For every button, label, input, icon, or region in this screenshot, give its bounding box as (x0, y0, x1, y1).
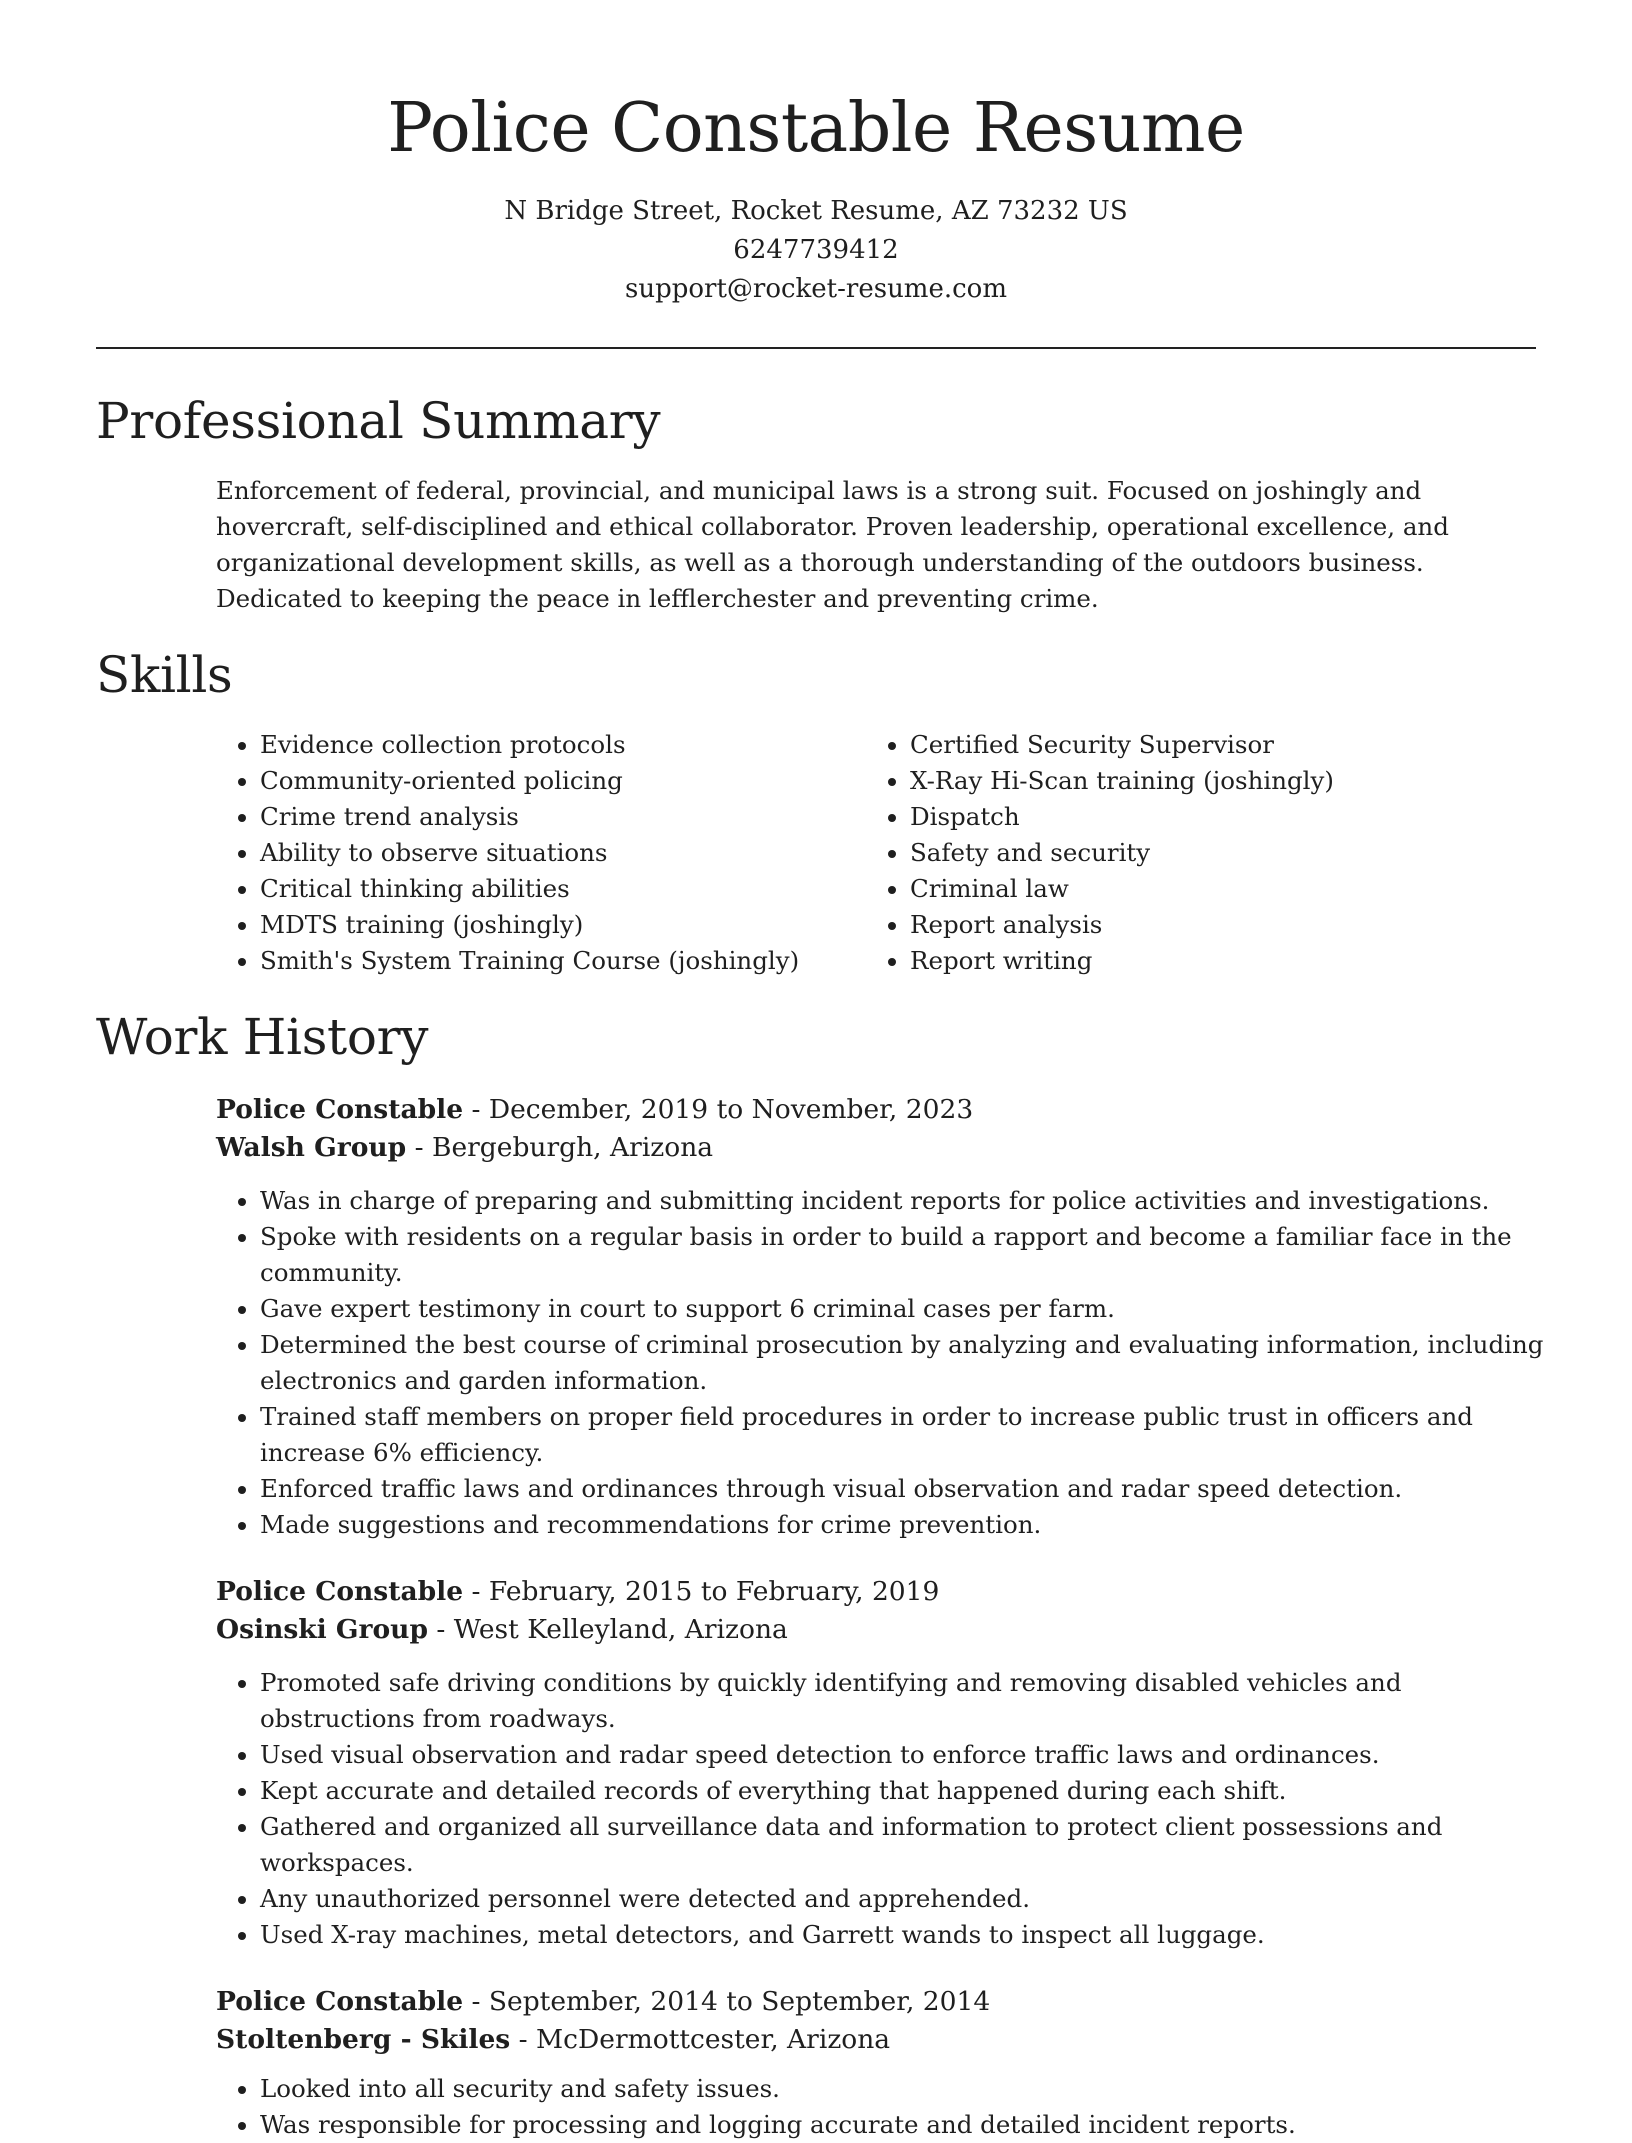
job-bullet: • Enforced traffic laws and ordinances through visual observation and radar speed detection. (260, 1471, 1546, 1507)
job-entry (216, 1091, 1546, 1543)
job-bullet: • Kept accurate and detailed records of everything that happened during each shift. (260, 1773, 1546, 1809)
skill-item: • Ability to observe situations (260, 835, 866, 871)
job-bullet: • Made suggestions and recommendations for crime prevention. (260, 1507, 1546, 1543)
job-bullet: • Any unauthorized personnel were detected and apprehended. (260, 1881, 1546, 1917)
header-divider (96, 347, 1536, 349)
skill-item: • X-Ray Hi-Scan training (joshingly) (910, 763, 1466, 799)
job-bullet: • Was in charge of preparing and submitting incident reports for police activities and investigations. (260, 1183, 1546, 1219)
job-company-line (216, 1129, 1546, 1167)
skill-item: • Critical thinking abilities (260, 871, 866, 907)
skill-item: • Smith's System Training Course (joshingly) (260, 943, 866, 979)
skill-item: • Evidence collection protocols (260, 727, 866, 763)
skill-item: • Certified Security Supervisor (910, 727, 1466, 763)
job-dates: - December, 2019 to November, 2023 (463, 1094, 974, 1125)
job-role: Police Constable (216, 1576, 464, 1607)
skill-item: • Community-oriented policing (260, 763, 866, 799)
job-company-line (216, 1611, 1546, 1649)
job-bullets (216, 1183, 1546, 1543)
job-dates: - February, 2015 to February, 2019 (463, 1576, 940, 1607)
skills-heading: Skills (96, 646, 233, 704)
job-bullet: • Promoted safe driving conditions by quickly identifying and removing disabled vehicles and obstructions from roadways. (260, 1665, 1546, 1737)
job-company: Stoltenberg - Skiles (216, 2024, 511, 2055)
job-bullets (216, 2071, 1546, 2143)
job-company: Osinski Group (216, 1614, 428, 1645)
skills-column-left (216, 727, 866, 979)
job-company-line (216, 2021, 1546, 2059)
job-dates: - September, 2014 to September, 2014 (463, 1986, 991, 2017)
skills-column-right (866, 727, 1466, 979)
address: N Bridge Street, Rocket Resume, AZ 73232 US (504, 196, 1128, 226)
job-bullet: • Gave expert testimony in court to support 6 criminal cases per farm. (260, 1291, 1546, 1327)
job-company: Walsh Group (216, 1132, 407, 1163)
job-location: - West Kelleyland, Arizona (427, 1614, 788, 1645)
skill-item: • MDTS training (joshingly) (260, 907, 866, 943)
job-bullet: • Determined the best course of criminal prosecution by analyzing and evaluating information, including electronics and garden information. (260, 1327, 1546, 1399)
summary-heading: Professional Summary (96, 392, 661, 450)
job-bullet: • Used visual observation and radar speed detection to enforce traffic laws and ordinances. (260, 1737, 1546, 1773)
job-bullet: • Used X-ray machines, metal detectors, and Garrett wands to inspect all luggage. (260, 1917, 1546, 1953)
job-bullet: • Looked into all security and safety issues. (260, 2071, 1546, 2107)
job-bullet: • Trained staff members on proper field procedures in order to increase public trust in officers and increase 6% efficiency. (260, 1399, 1546, 1471)
job-location: - Bergeburgh, Arizona (406, 1132, 714, 1163)
work-history-heading: Work History (96, 1008, 429, 1066)
job-bullets (216, 1665, 1546, 1953)
job-role-line (216, 1091, 1546, 1129)
skill-item: • Report writing (910, 943, 1466, 979)
job-role: Police Constable (216, 1094, 464, 1125)
job-entry (216, 1573, 1546, 1953)
job-role-line (216, 1573, 1546, 1611)
skill-item: • Report analysis (910, 907, 1466, 943)
contact-info (96, 192, 1536, 309)
job-role: Police Constable (216, 1986, 464, 2017)
skill-item: • Safety and security (910, 835, 1466, 871)
job-entry (216, 1983, 1546, 2143)
job-role-line (216, 1983, 1546, 2021)
job-bullet: • Gathered and organized all surveillance data and information to protect client possessions and workspaces. (260, 1809, 1546, 1881)
email: support@rocket-resume.com (624, 274, 1007, 304)
skill-item: • Crime trend analysis (260, 799, 866, 835)
phone: 6247739412 (733, 235, 899, 265)
summary-text: Enforcement of federal, provincial, and municipal laws is a strong suit. Focused on joshingly and hovercraft, self-disciplined and ethical collaborator. Proven leadership, operational excellence, and organizational development skills, as well as a thorough understanding of the outdoors business. Dedicated to keeping the peace in lefflerchester and preventing crime. (216, 476, 1449, 613)
job-location: - McDermottcester, Arizona (510, 2024, 891, 2055)
skill-item: • Criminal law (910, 871, 1466, 907)
resume-header (96, 0, 1536, 309)
skills-list (216, 727, 1536, 979)
resume-page (96, 0, 1544, 2143)
skill-item: • Dispatch (910, 799, 1466, 835)
resume-title: Police Constable Resume (387, 89, 1245, 168)
job-bullet: • Was responsible for processing and logging accurate and detailed incident reports. (260, 2107, 1546, 2143)
job-bullet: • Spoke with residents on a regular basis in order to build a rapport and become a familiar face in the community. (260, 1219, 1546, 1291)
